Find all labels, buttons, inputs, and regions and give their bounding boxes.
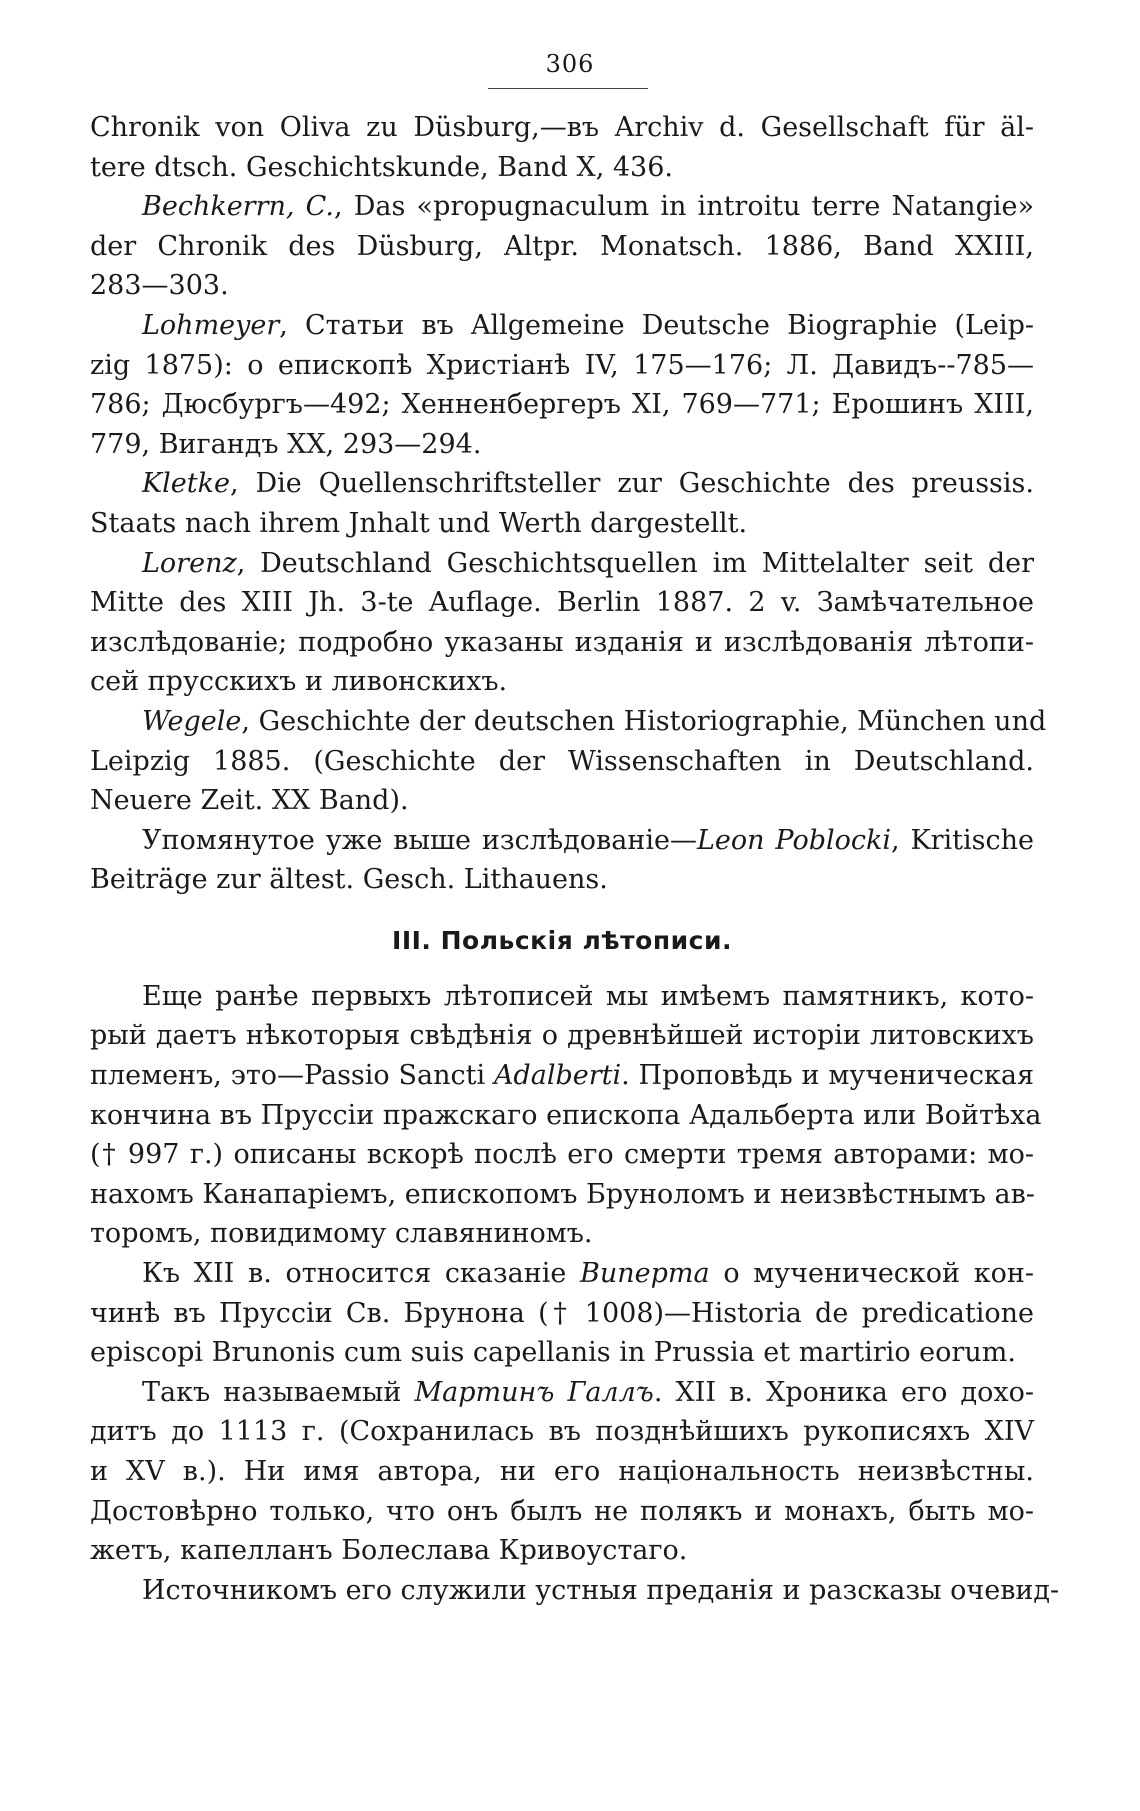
page-number-rule <box>488 88 648 89</box>
text-line <box>90 1135 1034 1175</box>
text-line <box>90 266 1034 306</box>
line-text: Staats nach ihrem Jnhalt und Werth dargestellt. <box>90 507 748 539</box>
line-text: сей прусскихъ и ливонскихъ. <box>90 666 508 698</box>
text-line <box>90 187 1034 227</box>
body-paragraph <box>90 1254 1034 1373</box>
line-text: . Проповѣдь и мученическая <box>621 1060 1034 1092</box>
line-text: Beiträge zur ältest. Gesch. Lithauens. <box>90 864 608 896</box>
line-text: . XII в. Хроника его дохо- <box>653 1376 1035 1408</box>
line-text: Еще ранѣе первыхъ лѣтописей мы имѣемъ памятникъ, кото- <box>142 980 1034 1012</box>
bibliography-entry <box>90 187 1034 306</box>
text-line <box>90 860 1034 900</box>
text-line <box>90 781 1034 821</box>
line-text: изслѣдованіе; подробно указаны изданія и изслѣдованія лѣтопи- <box>90 626 1034 658</box>
line-text: der Chronik des Düsburg, Altpr. Monatsch. 1886, Band XXIII, <box>90 230 1034 262</box>
text-line <box>90 583 1034 623</box>
line-text: Chronik von Oliva zu Düsburg,—въ Archiv d. Gesellschaft für äl- <box>90 112 1034 143</box>
text-line <box>90 1175 1034 1215</box>
section-heading: III. Польскія лѣтописи. <box>392 925 732 955</box>
author-name: Kletke <box>142 468 230 500</box>
text-line <box>90 1254 1034 1294</box>
line-text: , Die Quellenschriftsteller zur Geschichte des preussis. <box>229 468 1034 500</box>
text-line <box>90 544 1034 584</box>
text-line <box>90 1452 1034 1492</box>
line-text: , Статьи въ Allgemeine Deutsche Biographie (Leip- <box>279 309 1034 341</box>
author-name: Bechkerrn, C. <box>142 191 334 223</box>
text-line <box>90 504 1034 544</box>
line-text: , Das «propugnaculum in introitu terre Natangie» <box>333 191 1034 223</box>
line-text: Достовѣрно только, что онъ былъ не полякъ и монахъ, быть мо- <box>90 1495 1034 1527</box>
text-line <box>90 1294 1034 1334</box>
line-text: дитъ до 1113 г. (Сохранилась въ позднѣйшихъ рукописяхъ XIV <box>90 1416 1034 1448</box>
line-text: zig 1875): о епископѣ Христіанѣ IV, 175—176; Л. Давидъ--785— <box>90 349 1034 381</box>
line-text: Leipzig 1885. (Geschichte der Wissenschaften in Deutschland. <box>90 745 1034 777</box>
line-text: Mitte des XIII Jh. 3-te Auflage. Berlin 1887. 2 v. Замѣчательное <box>90 587 1034 619</box>
bibliography-entry <box>90 821 1034 900</box>
author-name: Lorenz <box>142 547 237 579</box>
italic-name: Мартинъ Галлъ <box>414 1376 654 1408</box>
text-line <box>90 742 1034 782</box>
line-text: жетъ, капелланъ Болеслава Кривоустаго. <box>90 1535 688 1567</box>
text-line <box>90 385 1034 425</box>
line-text: о мученической кон- <box>709 1258 1034 1290</box>
text-line <box>90 821 1034 861</box>
text-line <box>90 1412 1034 1452</box>
line-text: tere dtsch. Geschichtskunde, Band X, 436. <box>90 151 673 183</box>
line-text: и XV в.). Ни имя автора, ни его національность неизвѣстны. <box>90 1456 1034 1487</box>
text-line <box>90 1096 1042 1136</box>
line-text: 283—303. <box>90 270 229 302</box>
text-line <box>90 1373 1034 1413</box>
bibliography-entry <box>90 306 1034 464</box>
text-line <box>90 1492 1034 1532</box>
author-name: Leon Poblocki <box>696 824 891 856</box>
line-text: торомъ, повидимому славяниномъ. <box>90 1218 593 1250</box>
text-line <box>90 1214 1034 1254</box>
text-line <box>90 1333 1034 1373</box>
bibliography-entry <box>90 108 1034 187</box>
author-name: Lohmeyer <box>142 309 280 341</box>
italic-name: Adalberti <box>493 1060 622 1092</box>
bibliography <box>90 108 1047 900</box>
text-line <box>90 662 1034 702</box>
line-text: Къ XII в. относится сказаніе <box>142 1258 581 1290</box>
italic-name: Виперта <box>580 1258 710 1290</box>
text-line <box>90 1531 1034 1571</box>
body-text <box>90 977 1060 1611</box>
line-text: , Deutschland Geschichtsquellen im Mittelalter seit der <box>236 547 1034 579</box>
text-line <box>90 425 1034 465</box>
text-line <box>90 148 1034 188</box>
page-number: 306 <box>545 50 595 78</box>
line-text: 779, Вигандъ XX, 293—294. <box>90 428 482 460</box>
text-line <box>90 227 1034 267</box>
text-line <box>90 623 1034 663</box>
bibliography-entry <box>90 544 1034 702</box>
text-line <box>90 108 1034 148</box>
line-text: Источникомъ его служили устныя преданія и разсказы очевид- <box>142 1574 1060 1606</box>
body-paragraph <box>90 977 1042 1254</box>
text-line <box>90 1571 1060 1611</box>
text-line <box>90 346 1034 386</box>
bibliography-entry <box>90 464 1034 543</box>
line-text: Упомянутое уже выше изслѣдованіе— <box>142 824 697 856</box>
text-line <box>90 702 1047 742</box>
body-paragraph <box>90 1373 1034 1571</box>
line-text: Такъ называемый <box>142 1376 415 1408</box>
text-line <box>90 306 1034 346</box>
text-line <box>90 977 1034 1017</box>
line-text: episcopi Brunonis cum suis capellanis in Prussia et martirio eorum. <box>90 1337 1016 1369</box>
line-text: кончина въ Пруссіи пражскаго епископа Адальберта или Войтѣха <box>90 1099 1042 1131</box>
body-paragraph <box>90 1571 1060 1611</box>
line-text: , Kritische <box>891 824 1034 856</box>
line-text: нахомъ Канапаріемъ, епископомъ Бруноломъ и неизвѣстнымъ ав- <box>90 1178 1035 1210</box>
author-name: Wegele <box>142 705 242 737</box>
bibliography-entry <box>90 702 1047 821</box>
line-text: Neuere Zeit. XX Band). <box>90 785 409 817</box>
line-text: племенъ, это—Passio Sancti <box>90 1060 494 1092</box>
text-line <box>90 1016 1034 1056</box>
line-text: чинѣ въ Пруссіи Св. Брунона († 1008)—Historia de predicatione <box>90 1297 1034 1329</box>
page-content <box>90 108 1060 1610</box>
text-line <box>90 464 1034 504</box>
text-line <box>90 1056 1034 1096</box>
line-text: , Geschichte der deutschen Historiographie, München und <box>241 705 1047 737</box>
line-text: († 997 г.) описаны вскорѣ послѣ его смерти тремя авторами: мо- <box>90 1139 1034 1171</box>
line-text: 786; Дюсбургъ—492; Хенненбергеръ XI, 769—771; Ерошинъ XIII, <box>90 389 1034 421</box>
line-text: рый даетъ нѣкоторыя свѣдѣнія о древнѣйшей исторіи литовскихъ <box>90 1020 1034 1052</box>
